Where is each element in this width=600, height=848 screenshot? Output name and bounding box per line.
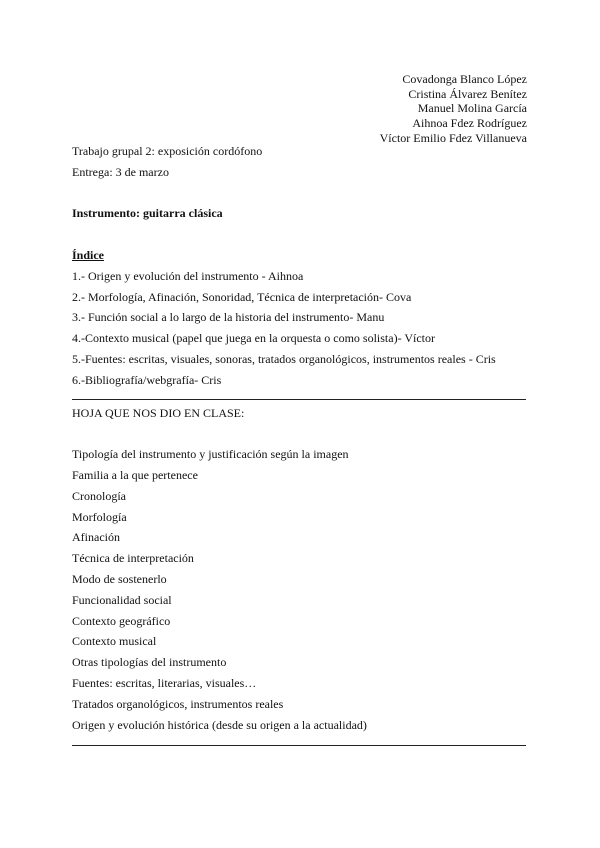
index-item: 2.- Morfología, Afinación, Sonoridad, Técnica de interpretación- Cova <box>72 289 412 304</box>
handout-item: Tratados organológicos, instrumentos reales <box>72 696 284 711</box>
handout-item: Afinación <box>72 530 120 545</box>
handout-item: Morfología <box>72 509 127 524</box>
handout-item: Modo de sostenerlo <box>72 571 167 586</box>
handout-item: Tipología del instrumento y justificación según la imagen <box>72 447 349 462</box>
author-name: Víctor Emilio Fdez Villanueva <box>379 130 527 145</box>
handout-item: Contexto geográfico <box>72 613 171 628</box>
divider <box>72 745 526 746</box>
author-name: Covadonga Blanco López <box>402 72 527 86</box>
handout-item: Otras tipologías del instrumento <box>72 655 227 670</box>
document-body <box>72 141 526 746</box>
index-item: 3.- Función social a lo largo de la historia del instrumento- Manu <box>72 310 385 325</box>
index-item: 4.-Contexto musical (papel que juega en la orquesta o como solista)- Víctor <box>72 331 436 346</box>
handout-item: Familia a la que pertenece <box>72 467 198 482</box>
author-name: Aihnoa Fdez Rodríguez <box>412 116 527 131</box>
handout-heading: HOJA QUE NOS DIO EN CLASE: <box>72 405 245 420</box>
instrument-heading: Instrumento: guitarra clásica <box>72 206 223 221</box>
divider <box>72 399 526 400</box>
index-item: 6.-Bibliografía/webgrafía- Cris <box>72 372 222 387</box>
index-item: 1.- Origen y evolución del instrumento - Aihnoa <box>72 268 304 283</box>
index-item: 5.-Fuentes: escritas, visuales, sonoras, tratados organológicos, instrumentos reales - Cris <box>72 351 496 366</box>
assignment-title: Trabajo grupal 2: exposición cordófono <box>72 144 263 158</box>
index-heading: Índice <box>72 247 105 262</box>
author-name: Cristina Álvarez Benítez <box>408 86 527 101</box>
author-list <box>380 72 527 146</box>
handout-item: Cronología <box>72 488 126 503</box>
handout-item: Fuentes: escritas, literarias, visuales… <box>72 675 257 690</box>
delivery-date: Entrega: 3 de marzo <box>72 164 169 179</box>
handout-item: Funcionalidad social <box>72 592 172 607</box>
handout-item: Origen y evolución histórica (desde su origen a la actualidad) <box>72 717 367 732</box>
handout-item: Contexto musical <box>72 634 157 649</box>
author-name: Manuel Molina García <box>417 101 527 116</box>
handout-item: Técnica de interpretación <box>72 551 194 566</box>
